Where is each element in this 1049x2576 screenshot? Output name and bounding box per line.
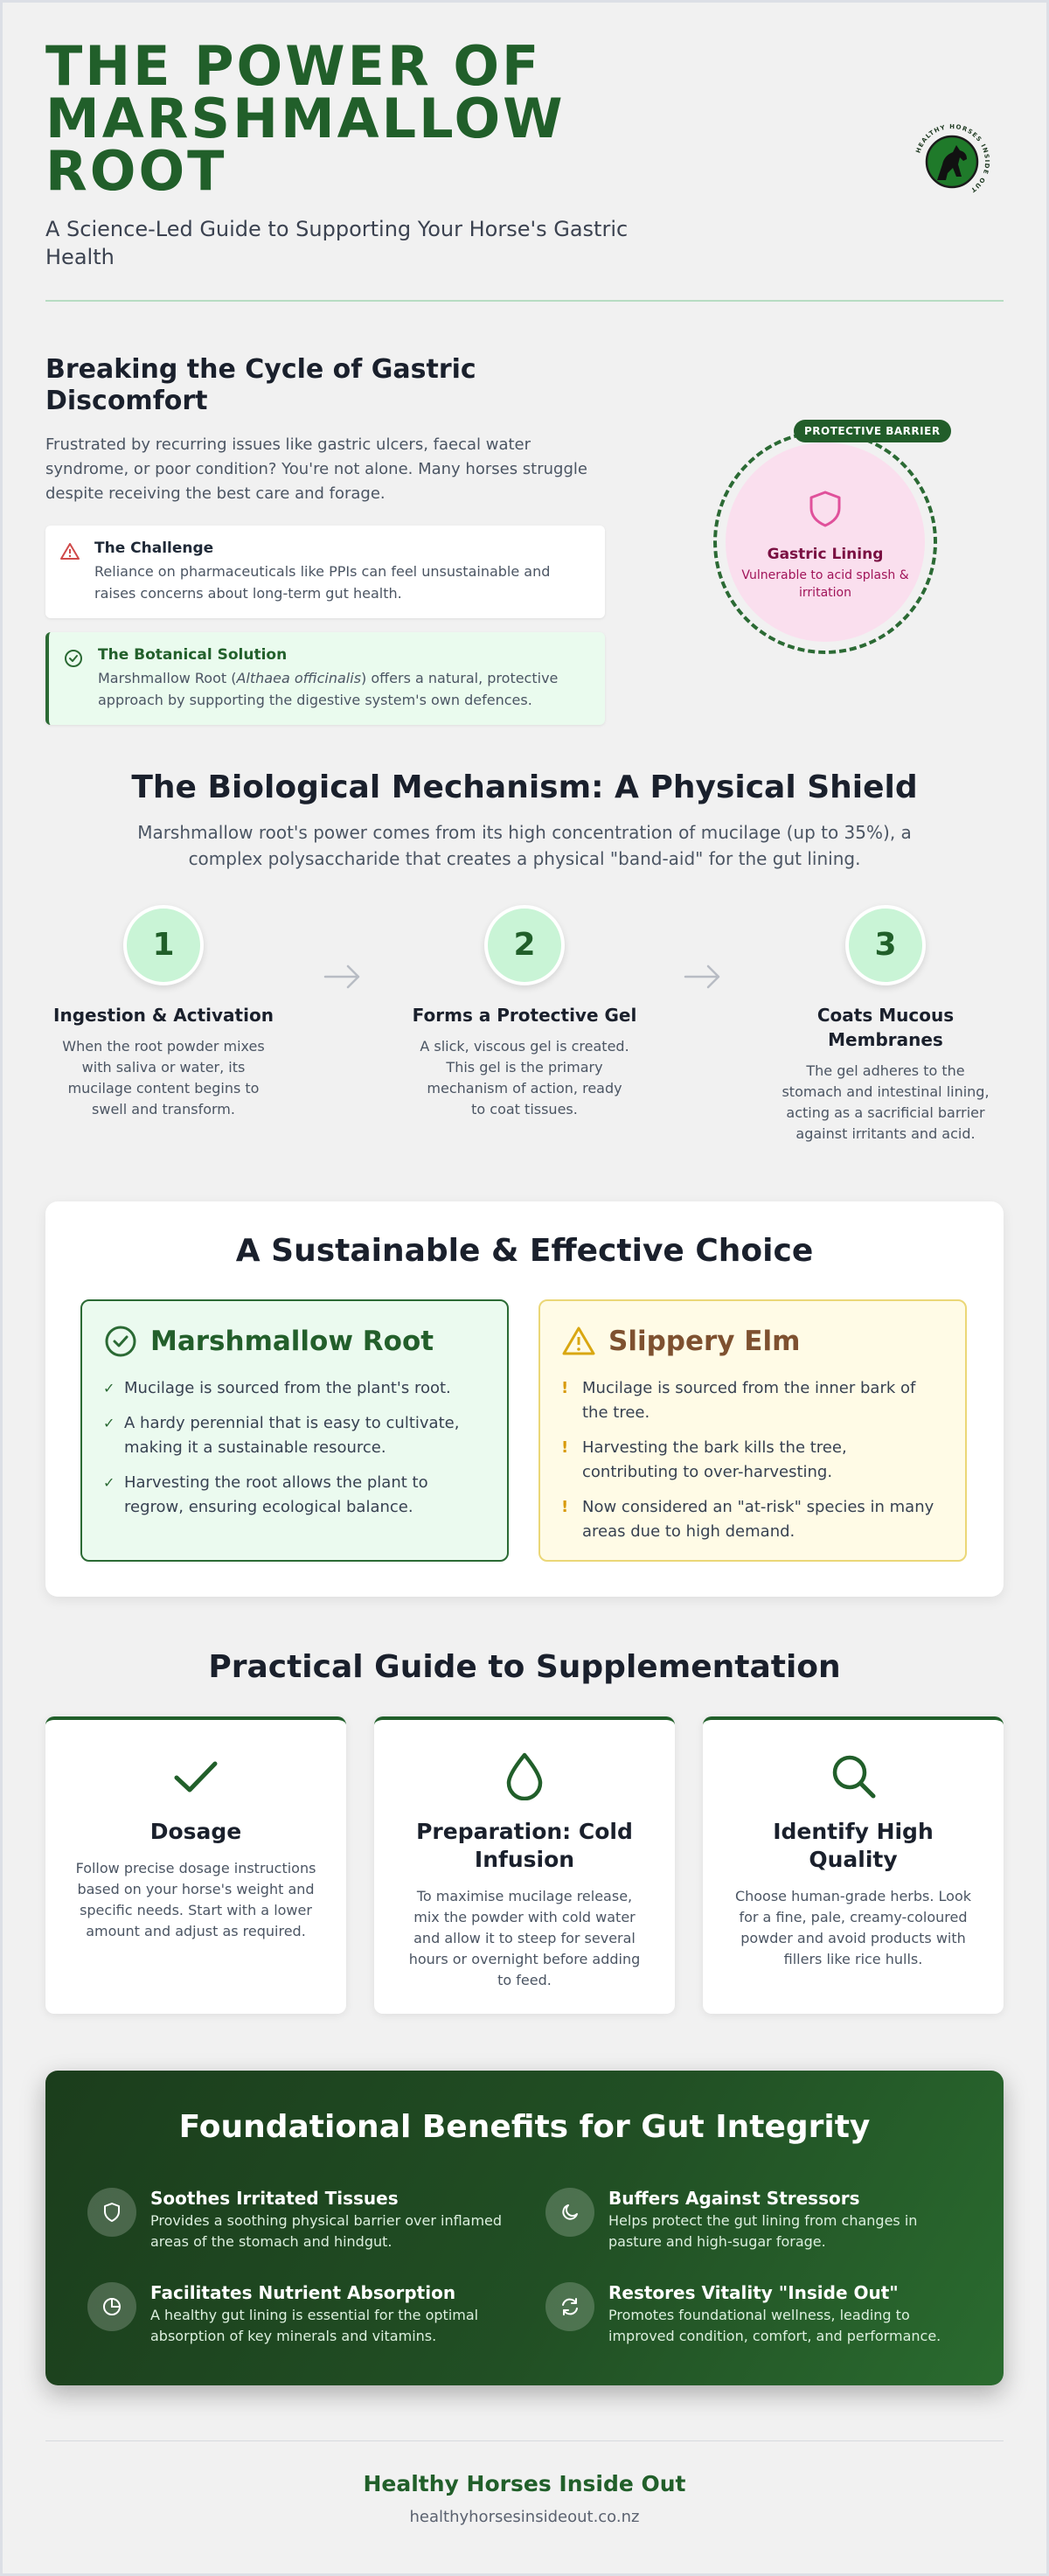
slippery-elm-list: [561, 1376, 944, 1544]
hero: [45, 34, 710, 271]
title-line-1: THE POWER OF: [45, 34, 542, 98]
list-item: ✓ Harvesting the root allows the plant to regrow, ensuring ecological balance.: [103, 1473, 428, 1516]
gastric-lining-caption: Vulnerable to acid splash & irritation: [741, 568, 909, 600]
gastric-lining-circle: [726, 442, 925, 642]
step-2: [406, 905, 643, 1120]
step-title: Coats Mucous Membranes: [816, 1005, 955, 1050]
dosage-card: [45, 1716, 346, 2014]
page-title: [45, 34, 710, 203]
benefit-text: Helps protect the gut lining from changes in pasture and high-sugar forage.: [608, 2212, 918, 2250]
mechanism-lead: Marshmallow root's power comes from its high concentration of mucilage (up to 35%), a complex polysaccharide that creates a physical "band-aid" for the gut lining.: [137, 822, 912, 869]
sustainability-section: [45, 1201, 1004, 1597]
droplet-icon: [500, 1751, 549, 1800]
step-text: A slick, viscous gel is created. This gel is the primary mechanism of action, ready to coat tissues.: [420, 1038, 629, 1117]
preparation-card: [374, 1716, 675, 2014]
protective-barrier-badge: PROTECTIVE BARRIER: [794, 420, 951, 442]
challenge-title: The Challenge: [94, 540, 214, 557]
mechanism-section: [45, 769, 1004, 872]
check-icon: [171, 1751, 220, 1800]
warning-icon: [561, 1324, 596, 1359]
sustainability-title: A Sustainable & Effective Choice: [235, 1233, 814, 1269]
card-text: Follow precise dosage instructions based on your horse's weight and specific needs. Start with a lower amount and adjust as required.: [75, 1860, 316, 1939]
benefit-title: Restores Vitality "Inside Out": [608, 2282, 899, 2303]
solution-title: The Botanical Solution: [98, 646, 288, 664]
challenge-text: Reliance on pharmaceuticals like PPIs can feel unsustainable and raises concerns about long-term gut health.: [94, 563, 551, 602]
pie-chart-icon: [101, 2296, 122, 2317]
title-line-2: MARSHMALLOW: [45, 87, 566, 150]
gastric-lining-title: Gastric Lining: [767, 546, 884, 563]
list-item: ! Now considered an "at-risk" species in many areas due to high demand.: [561, 1498, 934, 1541]
list-item: ! Harvesting the bark kills the tree, contributing to over-harvesting.: [561, 1438, 847, 1481]
marshmallow-root-card: [80, 1299, 509, 1562]
gastric-lining-graphic: [713, 425, 941, 654]
problem-section: [45, 354, 605, 725]
refresh-icon: [559, 2296, 580, 2317]
header-divider: [45, 300, 1004, 302]
list-item: ! Mucilage is sourced from the inner bark of the tree.: [561, 1379, 916, 1422]
step-title: Ingestion & Activation: [53, 1005, 274, 1026]
benefit-title: Soothes Irritated Tissues: [150, 2188, 399, 2209]
guide-title: Practical Guide to Supplementation: [208, 1649, 841, 1685]
page-subtitle: A Science-Led Guide to Supporting Your Horse's Gastric Health: [45, 217, 629, 269]
step-number: 1: [123, 905, 204, 985]
slippery-elm-card: [538, 1299, 967, 1562]
check-circle-icon: [103, 1324, 138, 1359]
benefit-title: Buffers Against Stressors: [608, 2188, 860, 2209]
benefits-section: [45, 2071, 1004, 2385]
solution-text: Marshmallow Root (Althaea officinalis) offers a natural, protective approach by supporting the digestive system's own defences.: [98, 670, 559, 708]
problem-title: Breaking the Cycle of Gastric Discomfort: [45, 354, 476, 416]
card-title: Dosage: [149, 1819, 242, 1844]
arrow-right-icon: [323, 959, 362, 994]
card-title: Preparation: Cold Infusion: [416, 1819, 633, 1872]
list-item: ✓ Mucilage is sourced from the plant's root.: [103, 1379, 451, 1397]
card-title: Identify High Quality: [773, 1819, 934, 1872]
moon-icon: [559, 2202, 580, 2223]
benefit-title: Facilitates Nutrient Absorption: [150, 2282, 456, 2303]
benefit-item: [87, 2282, 498, 2352]
check-circle-icon: [63, 648, 84, 669]
solution-card: [45, 632, 605, 725]
shield-icon: [101, 2202, 122, 2223]
card-text: Choose human-grade herbs. Look for a fine, pale, creamy-coloured powder and avoid products with fillers like rice hulls.: [734, 1888, 972, 1967]
arrow-right-icon: [684, 959, 722, 994]
benefit-item: [545, 2188, 956, 2258]
logo-text: HEALTHY HORSES INSIDE OUT: [914, 122, 991, 194]
problem-intro: Frustrated by recurring issues like gastric ulcers, faecal water syndrome, or poor condition? You're not alone. Many horses struggle despite receiving the best care and forage.: [45, 435, 587, 503]
slippery-elm-title: Slippery Elm: [608, 1326, 801, 1357]
challenge-card: [45, 526, 605, 618]
step-title: Forms a Protective Gel: [412, 1005, 637, 1026]
benefit-text: Provides a soothing physical barrier over inflamed areas of the stomach and hindgut.: [150, 2212, 503, 2250]
mechanism-title: The Biological Mechanism: A Physical Shield: [131, 769, 918, 805]
benefit-text: Promotes foundational wellness, leading to improved condition, comfort, and performance.: [608, 2307, 941, 2344]
search-icon: [829, 1751, 878, 1800]
step-number: 2: [484, 905, 565, 985]
marshmallow-root-list: [103, 1376, 486, 1520]
footer-url[interactable]: healthyhorsesinsideout.co.nz: [409, 2508, 640, 2526]
shield-icon: [808, 490, 843, 528]
marshmallow-root-title: Marshmallow Root: [150, 1326, 434, 1357]
mechanism-steps: [45, 905, 1004, 1159]
card-text: To maximise mucilage release, mix the powder with cold water and allow it to steep for several hours or overnight before adding to feed.: [408, 1888, 641, 1988]
title-line-3: ROOT: [45, 139, 227, 203]
footer-brand: Healthy Horses Inside Out: [363, 2471, 686, 2496]
step-1: [45, 905, 281, 1120]
list-item: ✓ A hardy perennial that is easy to cultivate, making it a sustainable resource.: [103, 1414, 460, 1457]
warning-icon: [59, 541, 80, 562]
benefit-text: A healthy gut lining is essential for the optimal absorption of key minerals and vitamins.: [150, 2307, 479, 2344]
step-text: When the root powder mixes with saliva or water, its mucilage content begins to swell and transform.: [62, 1038, 265, 1117]
step-text: The gel adheres to the stomach and intestinal lining, acting as a sacrificial barrier against irritants and acid.: [782, 1062, 990, 1142]
step-3: [768, 905, 1004, 1145]
benefits-title: Foundational Benefits for Gut Integrity: [178, 2109, 871, 2145]
benefit-item: [87, 2188, 503, 2258]
footer-divider: [45, 2440, 1004, 2441]
benefit-item: [545, 2282, 956, 2352]
quality-card: [703, 1716, 1004, 2014]
step-number: 3: [845, 905, 926, 985]
brand-logo: [911, 121, 993, 203]
